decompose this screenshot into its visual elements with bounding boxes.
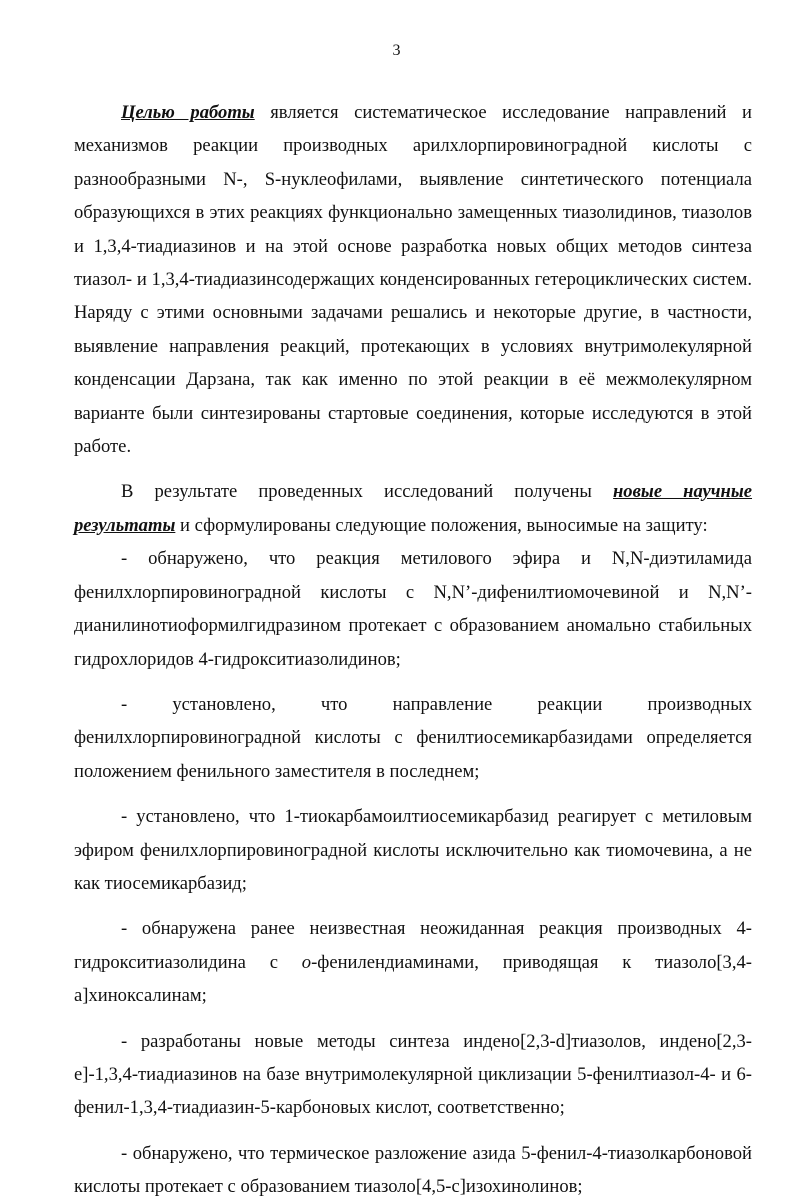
body-text	[74, 96, 752, 1204]
item-text: - обнаружена ранее неизвестная неожиданная реакция производных 4-гидрокситиазолидина с	[74, 918, 752, 973]
goal-label: Целью работы	[121, 102, 255, 123]
list-item: - разработаны новые методы синтеза индено[2,3-d]тиазолов, индено[2,3-e]-1,3,4-тиадиазинов на базе внутримолекулярной циклизации 5-фенилтиазол-4- и 6-фенил-1,3,4-тиадиазин-5-карбоновых кислот, соответственно;	[74, 1030, 752, 1119]
italic-prefix: о	[301, 951, 312, 973]
list-item: - обнаружено, что реакция метилового эфира и N,N-диэтиламида фенилхлорпировиноградной кислоты с N,N’-дифенилтиомочевиной и N,N’-дианилинотиоформилгидразином протекает с образованием аномально стабильных гидрохлоридов 4-гидрокситиазолидинов;	[74, 548, 752, 670]
results-tail: и сформулированы следующие положения, выносимые на защиту:	[175, 514, 708, 536]
item-text: -фенилендиаминами, приводящая к тиазоло[3,4-a]хиноксалинам;	[74, 951, 752, 1007]
new-results-label: новые научные результаты	[74, 481, 753, 536]
results-lead: В результате проведенных исследований получены	[121, 481, 613, 503]
goal-paragraph	[74, 96, 752, 463]
list-item: - обнаружено, что термическое разложение азида 5-фенил-4-тиазолкарбоновой кислоты протекает с образованием тиазоло[4,5-c]изохинолинов;	[74, 1142, 752, 1198]
list-item	[74, 912, 752, 1012]
list-item: - установлено, что 1-тиокарбамоилтиосемикарбазид реагирует с метиловым эфиром фенилхлорпировиноградной кислоты исключительно как тиомочевина, а не как тиосемикарбазид;	[74, 806, 752, 894]
results-paragraph	[74, 475, 752, 542]
goal-text: является систематическое исследование направлений и механизмов реакции производных арилхлорпировиноградной кислоты с разнообразными N-, S-нуклеофилами, выявление синтетического потенциала образующихся в этих реакциях функционально замещенных тиазолидинов, тиазолов и 1,3,4-тиадиазинов и на этой основе разработка новых общих методов синтеза тиазол- и 1,3,4-тиадиазинсодержащих конденсированных гетероциклических систем. Наряду с этими основными задачами решались и некоторые другие, в частности, выявление направления реакций, протекающих в условиях внутримолекулярной конденсации Дарзана, так как именно по этой реакции в её межмолекулярном варианте были синтезированы стартовые соединения, которые исследуются в этой работе.	[74, 102, 752, 458]
list-item: - установлено, что направление реакции производных фенилхлорпировиноградной кислоты с фенилтиосемикарбазидами определяется положением фенильного заместителя в последнем;	[74, 693, 752, 782]
page-number: 3	[392, 42, 401, 59]
